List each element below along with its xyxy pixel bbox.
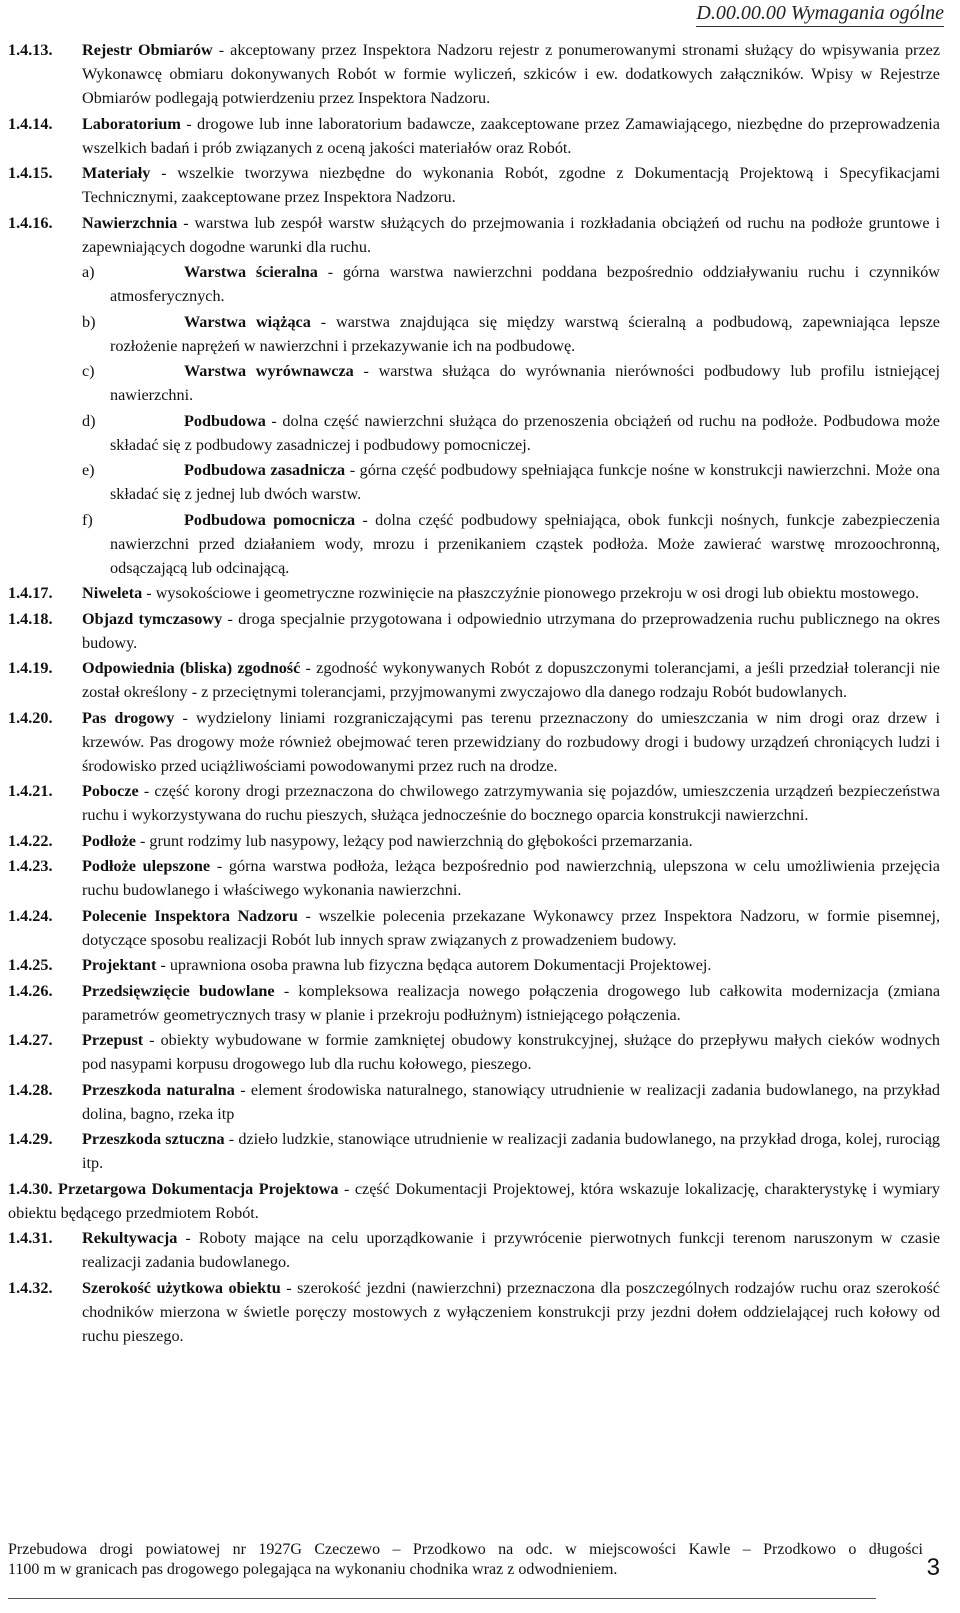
definition-number: 1.4.25. xyxy=(8,956,53,974)
definition-number: 1.4.23. xyxy=(8,857,53,875)
definition-number: 1.4.29. xyxy=(8,1130,53,1148)
definition-entry xyxy=(8,1177,940,1225)
definition-text: - dzieło ludzkie, stanowiące utrudnienie w realizacji zadania budowlanego, na przykład droga, kolej, rurociąg itp. xyxy=(82,1130,940,1172)
definition-entry xyxy=(8,1028,940,1076)
definition-entry xyxy=(8,656,940,704)
definition-number: 1.4.31. xyxy=(8,1229,53,1247)
definition-number: 1.4.26. xyxy=(8,981,53,1000)
definition-term: Podłoże ulepszone xyxy=(82,857,211,875)
definition-term: Materiały xyxy=(82,164,151,182)
layer-label: e) xyxy=(82,461,95,479)
layer-term: Podbudowa xyxy=(184,411,266,430)
definition-number: 1.4.20. xyxy=(8,708,53,727)
layer-label: f) xyxy=(82,510,93,529)
definition-entry xyxy=(8,1078,940,1126)
page-number: 3 xyxy=(926,1554,940,1581)
definition-number: 1.4.21. xyxy=(8,782,53,800)
layer-body xyxy=(110,310,940,358)
definition-entry xyxy=(8,581,940,605)
definition-term: Rekultywacja xyxy=(82,1229,178,1247)
layer-item xyxy=(82,508,940,580)
definition-entry xyxy=(8,706,940,778)
definition-text: - górna warstwa podłoża, leżąca bezpośrednio pod nawierzchnią, ulepszona w celu umożliwienia przejęcia ruchu budowlanego i właściwego wykonania nawierzchni. xyxy=(82,857,940,899)
layer-item xyxy=(82,359,940,407)
definition-term: Podłoże xyxy=(82,831,136,850)
definition-entry xyxy=(8,1226,940,1274)
layer-text: - dolna część nawierzchni służąca do przenoszenia obciążeń od ruchu na podłoże. Podbudowa może składać się z podbudowy zasadniczej i podbudowy pomocniczej. xyxy=(110,411,940,454)
definition-text: - część Dokumentacji Projektowej, która wskazuje lokalizację, charakterystykę i wymiary obiektu będącego przedmiotem Robót. xyxy=(8,1179,940,1222)
layer-text: - górna część podbudowy spełniająca funkcje nośne w konstrukcji nawierzchni. Może ona składać się z jednej lub dwóch warstw. xyxy=(110,461,940,503)
layer-item xyxy=(82,310,940,358)
footer-rule xyxy=(8,1598,876,1599)
definition-number: 1.4.13. xyxy=(8,41,53,59)
definition-text: - szerokość jezdni (nawierzchni) przeznaczona dla poszczególnych rodzajów ruchu oraz szerokość chodników mierzona w świetle poręczy mostowych z wyłączeniem konstrukcji przy jezdni dołem oddzielającej ruch kołowy od ruchu pieszego. xyxy=(82,1278,940,1345)
definitions-part-1 xyxy=(8,38,940,259)
layer-term: Podbudowa zasadnicza xyxy=(184,461,346,479)
layer-label: a) xyxy=(82,263,95,281)
layer-label: c) xyxy=(82,362,95,380)
definition-text: - obiekty wybudowane w formie zamkniętej obudowy konstrukcyjnej, służące do przepływu małych cieków wodnych pod nasypami korpusu drogowego lub dla ruchu kołowego, pieszego. xyxy=(82,1031,940,1073)
definition-entry xyxy=(8,829,940,853)
definition-term: Przeszkoda naturalna xyxy=(82,1080,235,1099)
definition-text: - kompleksowa realizacja nowego połączenia drogowego lub całkowita modernizacja (zmiana parametrów geometrycznych trasy w planie i przekroju podłużnym) istniejącego połączenia. xyxy=(82,981,941,1024)
definition-term: Przeszkoda sztuczna xyxy=(82,1130,225,1148)
definition-number: 1.4.30. xyxy=(8,1179,53,1198)
definition-term: Przepust xyxy=(82,1031,144,1049)
layer-term: Warstwa ścieralna xyxy=(184,263,318,281)
layer-body xyxy=(110,359,940,407)
definition-number: 1.4.18. xyxy=(8,609,53,628)
footer-line-2: 1100 m w granicach pas drogowego polegająca na wykonaniu chodnika wraz z odwodnieniem. xyxy=(8,1561,618,1578)
definition-term: Pas drogowy xyxy=(82,708,175,727)
definition-text: - wydzielony liniami rozgraniczającymi pas terenu przeznaczony do umieszczania w nim drogi oraz drzew i krzewów. Pas drogowy może również obejmować teren przewidziany do rozbudowy drogi i budowy urządzeń chroniących ludzi i środowisko przed uciążliwościami powodowanymi przez ruch na drodze. xyxy=(82,708,940,775)
definition-entry xyxy=(8,211,940,259)
layer-item xyxy=(82,409,940,457)
definition-number: 1.4.15. xyxy=(8,164,53,182)
document-header: D.00.00.00 Wymagania ogólne xyxy=(696,2,944,27)
layer-text: - warstwa znajdująca się między warstwą ścieralną a podbudową, zapewniająca lepsze rozłożenie naprężeń w nawierzchni i przekazywanie ich na podbudowę. xyxy=(110,312,940,355)
layer-body xyxy=(110,260,940,308)
definition-term: Objazd tymczasowy xyxy=(82,609,223,628)
layer-item xyxy=(82,458,940,506)
definition-text: - warstwa lub zespół warstw służących do przejmowania i rozkładania obciążeń od ruchu na podłoże gruntowe i zapewniających dogodne warunki dla ruchu. xyxy=(82,213,940,256)
pavement-layers-list xyxy=(8,260,940,580)
definition-number: 1.4.28. xyxy=(8,1080,53,1099)
definition-entry xyxy=(8,1127,940,1175)
definition-number: 1.4.16. xyxy=(8,213,53,232)
layer-label: d) xyxy=(82,411,96,430)
definition-entry xyxy=(8,1276,940,1348)
layer-label: b) xyxy=(82,312,96,331)
layer-text: - górna warstwa nawierzchni poddana bezpośrednio oddziaływaniu ruchu i czynników atmosferycznych. xyxy=(110,263,940,305)
layer-item xyxy=(82,260,940,308)
definition-number: 1.4.32. xyxy=(8,1278,53,1297)
page-footer xyxy=(8,1540,923,1580)
definition-entry xyxy=(8,779,940,827)
layer-body xyxy=(110,409,940,457)
definition-term: Laboratorium xyxy=(82,114,181,133)
definition-term: Polecenie Inspektora Nadzoru xyxy=(82,906,298,925)
definition-number: 1.4.19. xyxy=(8,659,53,677)
definition-term: Projektant xyxy=(82,956,157,974)
definition-number: 1.4.24. xyxy=(8,906,53,925)
definition-entry xyxy=(8,607,940,655)
definition-text: - element środowiska naturalnego, stanowiący utrudnienie w realizacji zadania budowlanego, na przykład dolina, bagno, rzeka itp xyxy=(82,1080,941,1123)
definition-text: - Roboty mające na celu uporządkowanie i przywrócenie pierwotnych funkcji terenom naruszonym w czasie realizacji zadania budowlanego. xyxy=(82,1229,940,1271)
definition-term: Pobocze xyxy=(82,782,139,800)
definition-text: - wszelkie tworzywa niezbędne do wykonania Robót, zgodne z Dokumentacją Projektową i Specyfikacjami Technicznymi, zaakceptowane przez Inspektora Nadzoru. xyxy=(82,164,940,206)
definition-text: - uprawniona osoba prawna lub fizyczna będąca autorem Dokumentacji Projektowej. xyxy=(156,956,712,974)
layer-text: - warstwa służąca do wyrównania nierówności podbudowy lub profilu istniejącej nawierzchni. xyxy=(110,362,940,404)
layer-body xyxy=(110,458,940,506)
definition-term: Odpowiednia (bliska) zgodność xyxy=(82,659,301,677)
document-body xyxy=(8,38,940,1349)
definition-entry xyxy=(8,854,940,902)
definition-text: - zgodność wykonywanych Robót z dopuszczonymi tolerancjami, a jeśli przedział tolerancji nie został określony - z przeciętnymi tolerancjami, przyjmowanymi zwyczajowo dla danego rodzaju Robót budowlanych. xyxy=(82,659,940,701)
definition-text: - wszelkie polecenia przekazane Wykonawcy przez Inspektora Nadzoru, w formie pisemnej, dotyczące sposobu realizacji Robót lub innych spraw związanych z prowadzeniem budowy. xyxy=(82,906,940,949)
definition-number: 1.4.22. xyxy=(8,831,53,850)
definition-text: - część korony drogi przeznaczona do chwilowego zatrzymywania się pojazdów, umieszczenia urządzeń bezpieczeństwa ruchu i wykorzystywana do ruchu pieszych, służąca jednocześnie do bocznego oparcia konstrukcji nawierzchni. xyxy=(82,782,940,824)
layer-text: - dolna część podbudowy spełniająca, obok funkcji nośnych, funkcje zabezpieczenia nawierzchni przed działaniem wody, mrozu i przenikaniem cząstek podłoża. Może zawierać warstwę mrozoochronną, odsączającą lub odcinającą. xyxy=(110,510,940,577)
definition-text: - droga specjalnie przygotowana i odpowiednio utrzymana do przeprowadzenia ruchu publicznego na okres budowy. xyxy=(82,609,940,652)
layer-term: Warstwa wiążąca xyxy=(184,312,311,331)
definition-term: Przedsięwzięcie budowlane xyxy=(82,981,275,1000)
definition-entry xyxy=(8,904,940,952)
definition-text: - grunt rodzimy lub nasypowy, leżący pod nawierzchnią do głębokości przemarzania. xyxy=(135,831,693,850)
definition-entry xyxy=(8,979,940,1027)
definition-text: - akceptowany przez Inspektora Nadzoru rejestr z ponumerowanymi stronami służący do wpisywania przez Wykonawcę obmiaru dokonywanych Robót w formie wyliczeń, szkiców i ew. dodatkowych załączników. Wpisy w Rejestrze Obmiarów podlegają potwierdzeniu przez Inspektora Nadzoru. xyxy=(82,41,940,107)
definitions-part-2 xyxy=(8,581,940,1348)
definition-term: Rejestr Obmiarów xyxy=(82,41,213,59)
definition-entry xyxy=(8,953,940,977)
definition-term: Przetargowa Dokumentacja Projektowa xyxy=(58,1179,339,1198)
footer-line-1: Przebudowa drogi powiatowej nr 1927G Czeczewo – Przodkowo na odc. w miejscowości Kawle – Przodkowo o długości xyxy=(8,1541,923,1558)
definition-number: 1.4.27. xyxy=(8,1031,53,1049)
layer-body xyxy=(110,508,940,580)
layer-term: Warstwa wyrównawcza xyxy=(184,362,354,380)
definition-term: Nawierzchnia xyxy=(82,213,178,232)
definition-term: Niweleta xyxy=(82,584,143,602)
definition-entry xyxy=(8,112,940,160)
definition-text: - wysokościowe i geometryczne rozwinięcie na płaszczyźnie pionowego przekroju w osi drogi lub obiektu mostowego. xyxy=(142,584,920,602)
definition-number: 1.4.17. xyxy=(8,584,53,602)
definition-entry xyxy=(8,161,940,209)
definition-number: 1.4.14. xyxy=(8,114,53,133)
definition-term: Szerokość użytkowa obiektu xyxy=(82,1278,281,1297)
definition-text: - drogowe lub inne laboratorium badawcze, zaakceptowane przez Zamawiającego, niezbędne do przeprowadzenia wszelkich badań i prób związanych z oceną jakości materiałów oraz Robót. xyxy=(82,114,940,157)
layer-term: Podbudowa pomocnicza xyxy=(184,510,356,529)
definition-entry xyxy=(8,38,940,110)
